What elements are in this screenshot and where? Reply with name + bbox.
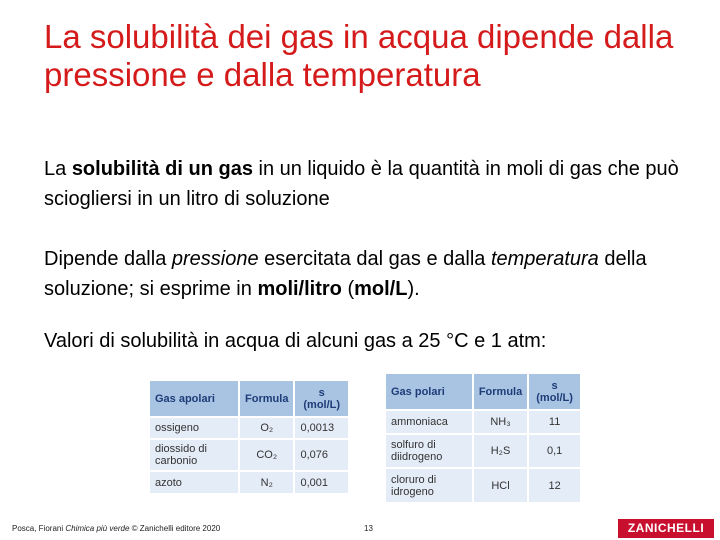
text: La	[44, 158, 72, 180]
col-solubility: s (mol/L)	[528, 374, 580, 410]
text: Dipende dalla	[44, 248, 172, 270]
gas-formula: CO₂	[239, 439, 294, 471]
polar-gas-table	[386, 374, 580, 502]
term-pressure: pressione	[171, 248, 259, 270]
text: © Zanichelli editore 2020	[129, 524, 221, 533]
gas-solubility: 0,0013	[294, 417, 348, 439]
text: esercitata dal gas e dalla	[258, 248, 491, 270]
gas-solubility: 0,1	[528, 434, 580, 468]
gas-formula: N₂	[239, 471, 294, 493]
text: (	[341, 278, 355, 300]
text: in un liquido è la quantità in moli di gas che può sciogliersi in un litro di soluzione	[44, 158, 679, 210]
gas-formula: H₂S	[473, 434, 528, 468]
dependency-paragraph	[44, 244, 694, 304]
text: Posca, Fiorani	[12, 524, 66, 533]
definition-paragraph	[44, 154, 694, 214]
footer-credit	[12, 524, 220, 533]
table-row	[150, 417, 348, 439]
table-header-row	[150, 381, 348, 417]
text: ).	[407, 278, 420, 300]
gas-name: ossigeno	[150, 417, 239, 439]
text: della soluzione; si esprime in	[44, 248, 647, 300]
table-row	[386, 410, 580, 434]
slide-footer	[0, 520, 720, 540]
gas-solubility: 11	[528, 410, 580, 434]
table-header-row	[386, 374, 580, 410]
unit-moli-litro: moli/litro	[257, 278, 342, 300]
col-gas: Gas polari	[386, 374, 473, 410]
unit-mol-l: mol/L	[354, 278, 408, 300]
gas-name: diossido di carbonio	[150, 439, 239, 471]
gas-formula: HCl	[473, 468, 528, 502]
gas-solubility: 0,076	[294, 439, 348, 471]
values-intro: Valori di solubilità in acqua di alcuni gas a 25 °C e 1 atm:	[44, 330, 547, 352]
term-solubility: solubilità di un gas	[71, 158, 253, 180]
slide-title: La solubilità dei gas in acqua dipende dalla pressione e dalla temperatura	[44, 18, 674, 93]
gas-name: ammoniaca	[386, 410, 473, 434]
col-formula: Formula	[239, 381, 294, 417]
col-solubility: s (mol/L)	[294, 381, 348, 417]
gas-formula: NH₃	[473, 410, 528, 434]
gas-solubility: 12	[528, 468, 580, 502]
gas-solubility: 0,001	[294, 471, 348, 493]
table-row	[386, 434, 580, 468]
gas-name: cloruro di idrogeno	[386, 468, 473, 502]
table-row	[150, 439, 348, 471]
col-formula: Formula	[473, 374, 528, 410]
term-temperature: temperatura	[490, 248, 599, 270]
table-row	[150, 471, 348, 493]
page-number: 13	[364, 524, 373, 533]
apolar-gas-table	[150, 381, 348, 493]
gas-formula: O₂	[239, 417, 294, 439]
gas-name: azoto	[150, 471, 239, 493]
col-gas: Gas apolari	[150, 381, 239, 417]
book-title: Chimica più verde	[65, 524, 130, 533]
table-row	[386, 468, 580, 502]
gas-name: solfuro di diidrogeno	[386, 434, 473, 468]
publisher-logo: ZANICHELLI	[618, 519, 714, 538]
